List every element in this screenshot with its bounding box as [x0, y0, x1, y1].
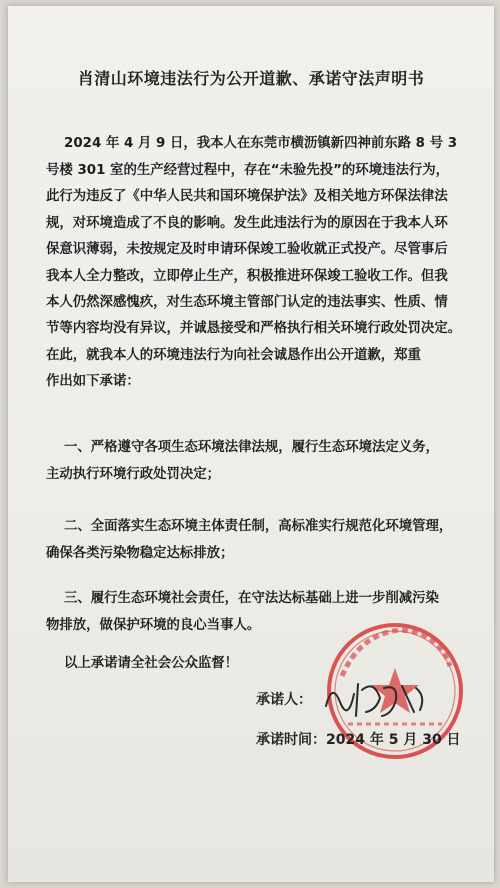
commitment-line: 三、履行生态环境社会责任，在守法达标基础上进一步削减污染: [64, 591, 439, 606]
body-line: 号楼 301 室的生产经营过程中，存在“未验先投”的环境违法行为，: [46, 163, 450, 178]
document-page: [8, 6, 494, 882]
body-line: 我本人全力整改，立即停止生产，积极推进环保竣工验收工作。但我: [46, 269, 448, 284]
commitment-line: 确保各类污染物稳定达标排放；: [46, 546, 234, 561]
handwritten-signature: [318, 676, 438, 721]
body-line: 在此，就我本人的环境违法行为向社会诚恳作出公开道歉，郑重: [46, 348, 421, 363]
commitment-date: 承诺时间：2024 年 5 月 30 日: [256, 732, 461, 748]
body-line: 规，对环境造成了不良的影响。发生此违法行为的原因在于我本人环: [46, 216, 448, 231]
commitment-line: 二、全面落实生态环境主体责任制，高标准实行规范化环境管理，: [64, 519, 453, 534]
body-line: 此行为违反了《中华人民共和国环境保护法》及相关地方环保法律法: [46, 189, 448, 204]
commitment-line: 一、严格遵守各项生态环境法律法规，履行生态环境法定义务，: [64, 440, 439, 455]
document-title: 肖清山环境违法行为公开道歉、承诺守法声明书: [77, 69, 425, 88]
body-line: 2024 年 4 月 9 日，我本人在东莞市横沥镇新四神前东路 8 号 3: [64, 136, 458, 151]
body-line: 作出如下承诺：: [46, 374, 140, 389]
supervision-line: 以上承诺请全社会公众监督！: [64, 656, 239, 671]
commitment-line: 物排放，做保护环境的良心当事人。: [46, 618, 261, 633]
commitment-line: 主动执行环境行政处罚决定；: [46, 467, 221, 482]
body-line: 保意识薄弱，未按规定及时申请环保竣工验收就正式投产。尽管事后: [46, 242, 448, 257]
body-line: 节等内容均没有异议，并诚恳接受和严格执行相关环境行政处罚决定。: [46, 321, 462, 336]
body-line: 本人仍然深感愧疚，对生态环境主管部门认定的违法事实、性质、情: [46, 295, 448, 310]
signer-label: 承诺人：: [256, 692, 312, 708]
